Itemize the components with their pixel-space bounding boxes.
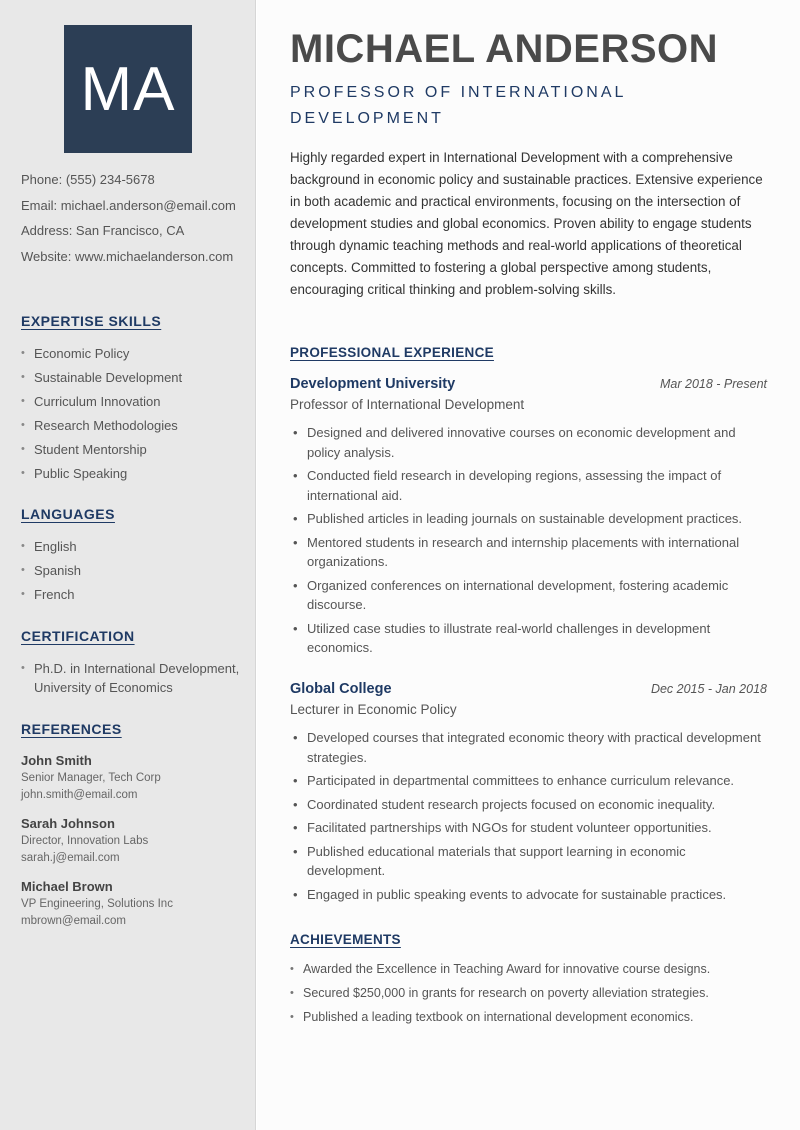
list-item: • Participated in departmental committees to enhance curriculum relevance.: [293, 773, 735, 788]
list-item: • Organized conferences on international development, fostering academic discourse.: [293, 577, 729, 612]
reference-email: sarah.j@email.com: [21, 852, 120, 864]
list-item: • Mentored students in research and internship placements with international organizations.: [293, 534, 740, 569]
list-item: • Utilized case studies to illustrate real-world challenges in development economics.: [293, 620, 711, 655]
monogram-avatar: [64, 25, 192, 153]
job-bullets: [290, 728, 767, 904]
contact-phone: Phone: (555) 234-5678: [21, 172, 155, 187]
main-content: [257, 0, 800, 1130]
list-item: • Conducted field research in developing regions, assessing the impact of international aid.: [293, 468, 722, 503]
certification-list: [21, 659, 246, 702]
list-item: • Economic Policy: [21, 346, 130, 361]
reference-entry: [21, 815, 246, 867]
references-heading: REFERENCES: [21, 721, 122, 737]
achievements-list: [290, 960, 770, 1032]
list-item: • Research Methodologies: [21, 418, 178, 433]
list-item: • French: [21, 587, 75, 602]
reference-name: John Smith: [21, 753, 92, 768]
job-organization: Development University: [290, 376, 456, 392]
profile-summary: Highly regarded expert in International Development with a comprehensive background in economic policy and sustainable practices. Extensive experience in both academic and practical environments, focusing on the intersection of development studies and global economics. Proven ability to engage students through dynamic teaching methods and real-world applications of theoretical concepts. Committed to fostering a global perspective among students, encouraging critical thinking and problem-solving skills.: [290, 150, 763, 297]
contact-address: Address: San Francisco, CA: [21, 223, 185, 238]
job-bullets: [290, 423, 767, 658]
job-role: Lecturer in Economic Policy: [290, 702, 457, 717]
reference-role: Senior Manager, Tech Corp: [21, 772, 161, 784]
candidate-title: PROFESSOR OF INTERNATIONAL DEVELOPMENT: [290, 84, 626, 127]
certification-heading: CERTIFICATION: [21, 628, 135, 644]
references-list: [21, 752, 246, 941]
sidebar: [0, 0, 256, 1130]
candidate-name: MICHAEL ANDERSON: [290, 27, 719, 71]
contact-email: Email: michael.anderson@email.com: [21, 197, 236, 213]
languages-list: [21, 537, 246, 609]
reference-name: Sarah Johnson: [21, 816, 115, 831]
list-item: • Secured $250,000 in grants for research on poverty alleviation strategies.: [290, 986, 709, 1000]
list-item: • Awarded the Excellence in Teaching Award for innovative course designs.: [290, 962, 711, 976]
list-item: • Public Speaking: [21, 466, 128, 481]
list-item: • Published educational materials that support learning in economic development.: [293, 843, 686, 878]
list-item: • English: [21, 539, 77, 554]
job-organization: Global College: [290, 681, 392, 697]
experience-heading: PROFESSIONAL EXPERIENCE: [290, 345, 494, 360]
reference-role: Director, Innovation Labs: [21, 835, 149, 847]
list-item: • Ph.D. in International Development, University of Economics: [21, 661, 240, 695]
job-role: Professor of International Development: [290, 397, 525, 412]
reference-email: mbrown@email.com: [21, 915, 126, 927]
list-item: • Designed and delivered innovative courses on economic development and policy analysis.: [293, 425, 736, 460]
list-item: • Published articles in leading journals on sustainable development practices.: [293, 511, 743, 526]
reference-entry: [21, 752, 246, 804]
list-item: • Engaged in public speaking events to advocate for sustainable practices.: [293, 886, 727, 902]
contact-info: [21, 171, 251, 273]
monogram-initials: MA: [80, 54, 176, 124]
reference-entry: [21, 878, 246, 930]
list-item: • Student Mentorship: [21, 442, 147, 457]
list-item: • Curriculum Innovation: [21, 394, 161, 409]
job-dates: Mar 2018 - Present: [660, 377, 767, 391]
achievements-heading: ACHIEVEMENTS: [290, 932, 401, 947]
list-item: • Developed courses that integrated economic theory with practical development strategies.: [293, 730, 761, 765]
list-item: • Facilitated partnerships with NGOs for student volunteer opportunities.: [293, 820, 712, 835]
list-item: • Published a leading textbook on international development economics.: [290, 1010, 694, 1024]
list-item: • Spanish: [21, 563, 81, 578]
list-item: • Coordinated student research projects focused on economic inequality.: [293, 796, 716, 812]
skills-heading: EXPERTISE SKILLS: [21, 313, 162, 329]
reference-role: VP Engineering, Solutions Inc: [21, 898, 173, 910]
job-dates: Dec 2015 - Jan 2018: [650, 682, 767, 696]
languages-heading: LANGUAGES: [21, 506, 115, 522]
job-entry-development-university: [290, 376, 767, 662]
skills-list: [21, 344, 246, 488]
list-item: • Sustainable Development: [21, 370, 183, 385]
reference-email: john.smith@email.com: [21, 789, 138, 801]
job-entry-global-college: [290, 681, 767, 908]
contact-website: Website: www.michaelanderson.com: [21, 248, 234, 264]
reference-name: Michael Brown: [21, 879, 113, 894]
